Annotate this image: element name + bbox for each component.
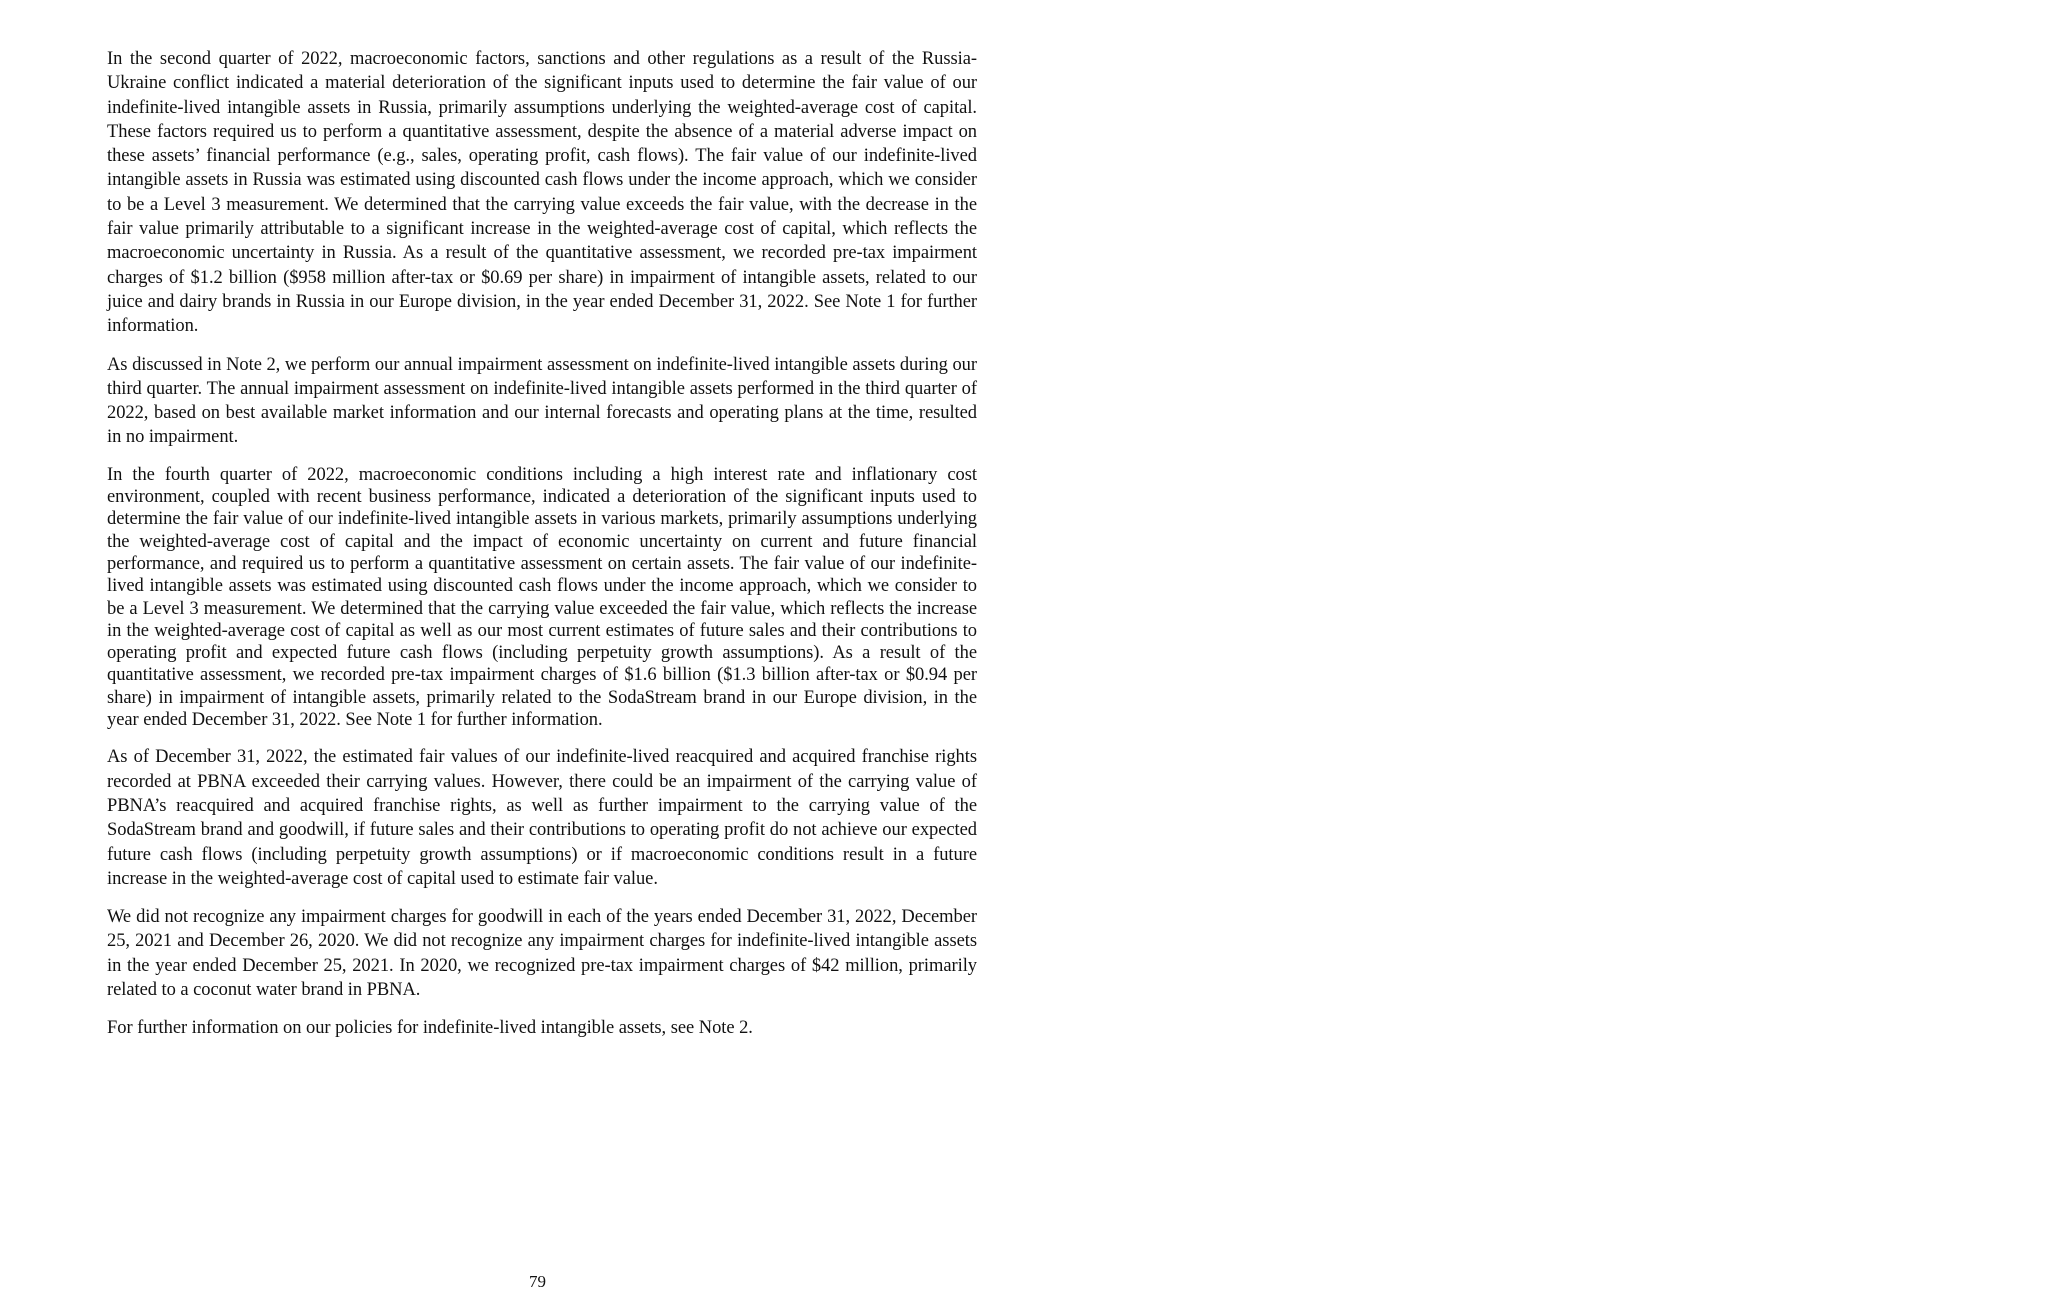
page-number: 79 (529, 1272, 546, 1291)
paragraph-goodwill: We did not recognize any impairment charges for goodwill in each of the years ended December 31, 2022, December 25, 2021 and December 26, 2020. We did not recognize any impairment charges for indefinite-lived intangible assets in the year ended December 25, 2021. In 2020, we recognized pre-tax impairment charges of $42 million, primarily related to a coconut water brand in PBNA. (107, 907, 977, 1000)
text-column (107, 47, 977, 1055)
paragraph-fourth-quarter-impairment: In the fourth quarter of 2022, macroeconomic conditions including a high interest rate and inflationary cost environment, coupled with recent business performance, indicated a deterioration of the significant inputs used to determine the fair value of our indefinite-lived intangible assets in various markets, primarily assumptions underlying the weighted-average cost of capital and the impact of economic uncertainty on current and future financial performance, and required us to perform a quantitative assessment on certain assets. The fair value of our indefinite-lived intangible assets was estimated using discounted cash flows under the income approach, which we consider to be a Level 3 measurement. We determined that the carrying value exceeded the fair value, which reflects the increase in the weighted-average cost of capital as well as our most current estimates of future sales and their contributions to operating profit and expected future cash flows (including perpetuity growth assumptions). As a result of the quantitative assessment, we recorded pre-tax impairment charges of $1.6 billion ($1.3 billion after-tax or $0.94 per share) in impairment of intangible assets, primarily related to the SodaStream brand in our Europe division, in the year ended December 31, 2022. See Note 1 for further information. (107, 464, 977, 731)
paragraph-franchise-rights: As of December 31, 2022, the estimated fair values of our indefinite-lived reacquired and acquired franchise rights recorded at PBNA exceeded their carrying values. However, there could be an impairment of the carrying value of PBNA’s reacquired and acquired franchise rights, as well as further impairment to the carrying value of the SodaStream brand and goodwill, if future sales and their contributions to operating profit do not achieve our expected future cash flows (including perpetuity growth assumptions) or if macroeconomic conditions result in a future increase in the weighted-average cost of capital used to estimate fair value. (107, 747, 977, 889)
paragraph-russia-impairment: In the second quarter of 2022, macroeconomic factors, sanctions and other regulations as a result of the Russia-Ukraine conflict indicated a material deterioration of the significant inputs used to determine the fair value of our indefinite-lived intangible assets in Russia, primarily assumptions underlying the weighted-average cost of capital. These factors required us to perform a quantitative assessment, despite the absence of a material adverse impact on these assets’ financial performance (e.g., sales, operating profit, cash flows). The fair value of our indefinite-lived intangible assets in Russia was estimated using discounted cash flows under the income approach, which we consider to be a Level 3 measurement. We determined that the carrying value exceeds the fair value, with the decrease in the fair value primarily attributable to a significant increase in the weighted-average cost of capital, which reflects the macroeconomic uncertainty in Russia. As a result of the quantitative assessment, we recorded pre-tax impairment charges of $1.2 billion ($958 million after-tax or $0.69 per share) in impairment of intangible assets, related to our juice and dairy brands in Russia in our Europe division, in the year ended December 31, 2022. See Note 1 for further information. (107, 49, 977, 337)
paragraph-further-information: For further information on our policies for indefinite-lived intangible assets, see Note 2. (107, 1018, 753, 1039)
paragraph-annual-assessment: As discussed in Note 2, we perform our annual impairment assessment on indefinite-lived intangible assets during our third quarter. The annual impairment assessment on indefinite-lived intangible assets performed in the third quarter of 2022, based on best available market information and our internal forecasts and operating plans at the time, resulted in no impairment. (107, 354, 977, 448)
